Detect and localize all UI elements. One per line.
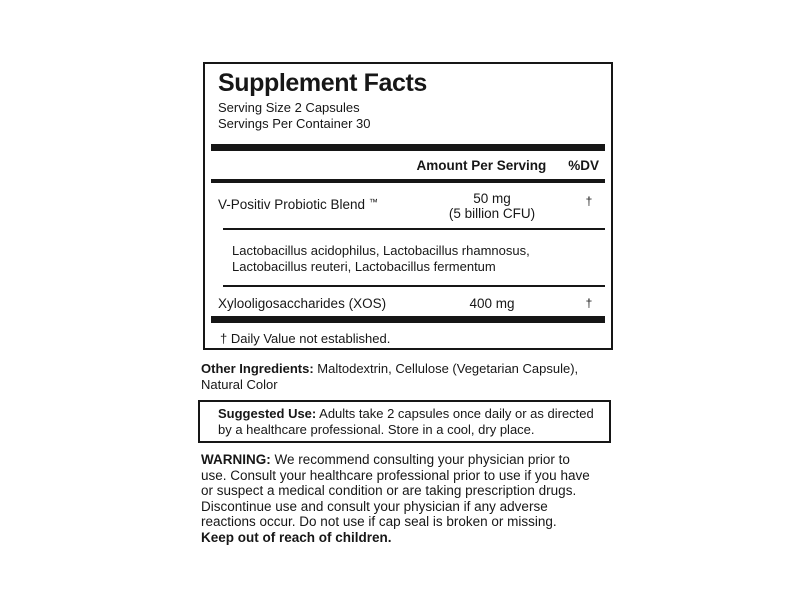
amount-per-serving-header: Amount Per Serving <box>416 157 547 173</box>
column-header-row <box>205 151 611 179</box>
other-ingredients-label: Other Ingredients: <box>201 361 314 376</box>
warning-line-4: Discontinue use and consult your physician if any adverse <box>201 498 548 514</box>
ingredient-name-text: V-Positiv Probiotic Blend <box>218 197 366 212</box>
ingredient-dv: † <box>585 296 593 310</box>
divider-thick-bottom <box>211 316 605 323</box>
ingredient-amount <box>417 191 567 221</box>
suggested-use-box <box>198 400 611 443</box>
trademark-symbol: ™ <box>368 197 379 207</box>
warning-keep-out-of-reach: Keep out of reach of children. <box>201 529 392 545</box>
other-ingredients-line-1 <box>201 361 621 377</box>
suggested-use-line-2: by a healthcare professional. Store in a cool, dry place. <box>218 422 535 437</box>
amount-sub-value: (5 billion CFU) <box>448 206 536 221</box>
divider-thick-top <box>211 144 605 151</box>
warning-line-5: reactions occur. Do not use if cap seal is broken or missing. <box>201 514 557 529</box>
supplement-facts-panel <box>203 62 613 350</box>
ingredient-amount: 400 mg <box>469 296 515 311</box>
suggested-use-line-1 <box>218 406 599 422</box>
other-ingredients-text: Maltodextrin, Cellulose (Vegetarian Capsule), <box>313 361 579 376</box>
panel-title: Supplement Facts <box>218 69 427 97</box>
suggested-use-text: Adults take 2 capsules once daily or as directed <box>316 406 594 421</box>
warning-section <box>201 452 625 545</box>
other-ingredients-line-2: Natural Color <box>201 377 278 392</box>
suggested-use-label: Suggested Use: <box>218 406 317 421</box>
warning-line-3: or suspect a medical condition or are taking prescription drugs. <box>201 483 577 498</box>
warning-text: We recommend consulting your physician prior to <box>270 452 570 467</box>
ingredient-row-probiotic-blend <box>205 183 611 228</box>
amount-value: 50 mg <box>473 191 511 206</box>
ingredient-dv: † <box>585 194 593 208</box>
warning-label: WARNING: <box>201 452 271 467</box>
servings-per-container-line: Servings Per Container 30 <box>218 116 371 131</box>
ingredient-name: Xylooligosaccharides (XOS) <box>218 296 387 311</box>
ingredient-row-xos <box>205 287 611 316</box>
other-ingredients-section <box>201 361 621 393</box>
ingredient-name <box>205 194 417 213</box>
serving-size-line: Serving Size 2 Capsules <box>218 100 360 115</box>
strains-line-1: Lactobacillus acidophilus, Lactobacillus rhamnosus, <box>232 243 530 258</box>
warning-line-2: use. Consult your healthcare professional prior to use if you have <box>201 467 590 483</box>
daily-value-footnote: † Daily Value not established. <box>220 331 391 346</box>
probiotic-strains-list <box>205 230 611 285</box>
strains-line-2: Lactobacillus reuteri, Lactobacillus fermentum <box>232 259 496 274</box>
percent-dv-header: %DV <box>568 157 599 173</box>
warning-line-1 <box>201 452 625 468</box>
